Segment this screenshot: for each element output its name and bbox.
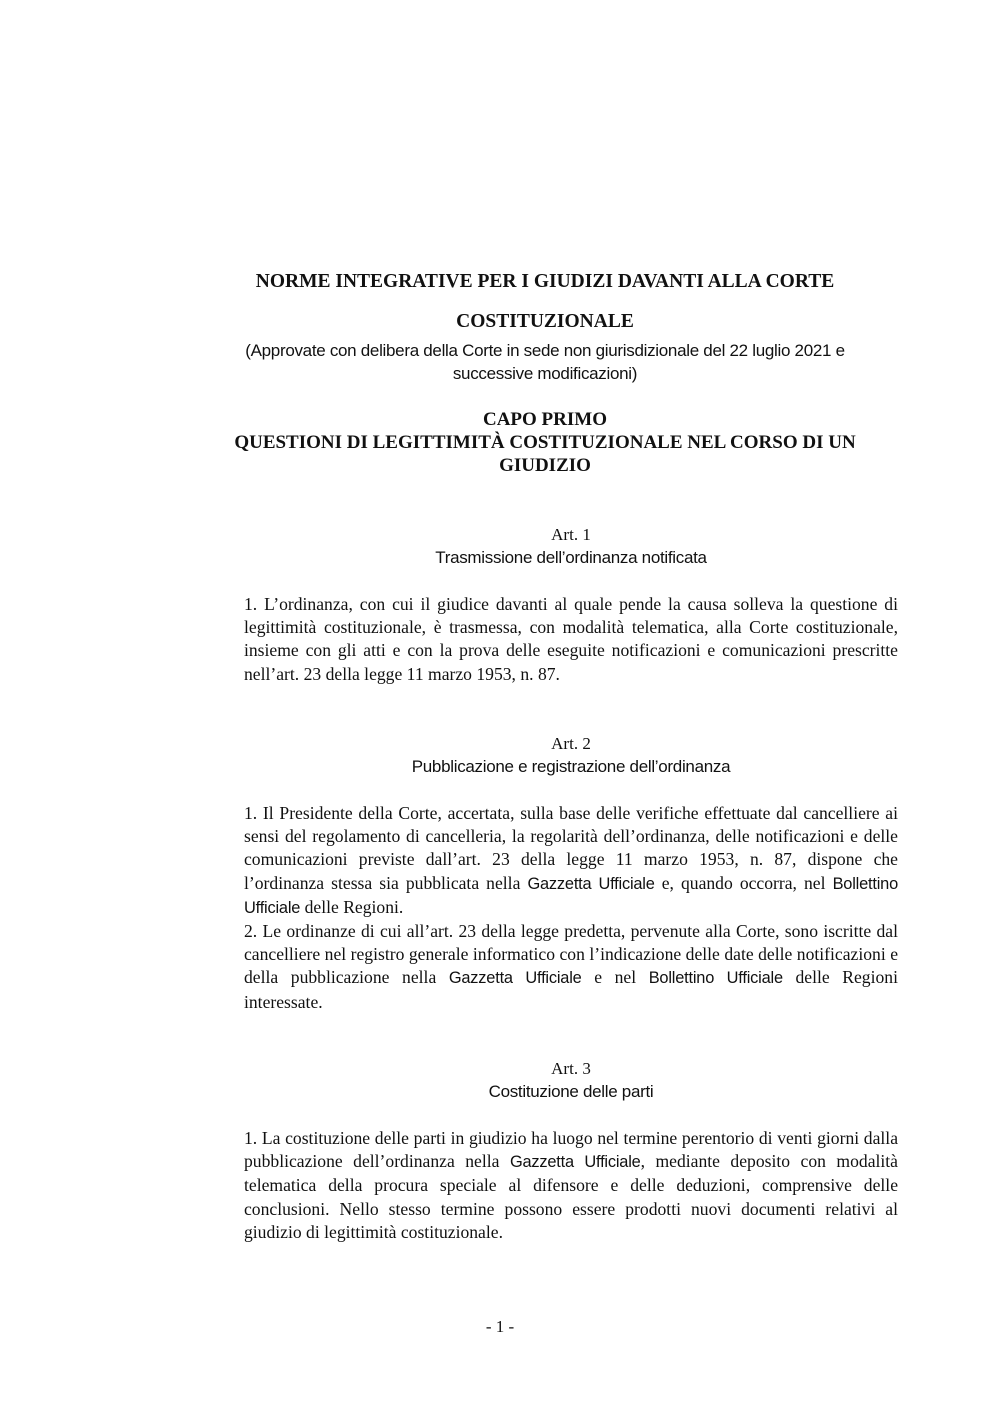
document-subtitle: (Approvate con delibera della Corte in sede non giurisdizionale del 22 luglio 2021 e successive modificazioni) bbox=[245, 341, 845, 383]
article-3-p1-text-a: 1. La costituzione delle parti in giudizio ha luogo nel termine perentorio di venti giorni dalla pubblicazione dell’ordinanza nella bbox=[244, 1128, 898, 1172]
article-2-number: Art. 2 bbox=[551, 734, 591, 753]
article-2-p1-text-c: delle Regioni. bbox=[304, 896, 404, 917]
article-2-p2-text-b: e nel bbox=[594, 967, 637, 988]
article-2-title: Pubblicazione e registrazione dell’ordinanza bbox=[411, 757, 731, 776]
bollettino-ufficiale-ref: Bollettino Ufficiale bbox=[244, 874, 899, 917]
article-3-number: Art. 3 bbox=[551, 1059, 591, 1078]
chapter-label: CAPO PRIMO bbox=[482, 409, 607, 430]
article-3-body bbox=[244, 1127, 898, 1244]
article-1-body bbox=[244, 593, 898, 686]
gazzetta-ufficiale-ref: Gazzetta Ufficiale bbox=[527, 874, 655, 893]
article-1-paragraph-1: 1. L’ordinanza, con cui il giudice davanti al quale pende la causa solleva la questione di legittimità costituzionale, è trasmessa, con modalità telematica, alla Corte costituzionale, insieme con gli atti e con la prova delle eseguite notificazioni e comunicazioni prescritte nell’art. 23 della legge 11 marzo 1953, n. 87. bbox=[244, 594, 898, 684]
article-2-p1-text-b: e, quando occorra, nel bbox=[661, 872, 826, 893]
article-1-number: Art. 1 bbox=[551, 525, 591, 544]
chapter-header bbox=[200, 408, 890, 477]
chapter-heading: QUESTIONI DI LEGITTIMITÀ COSTITUZIONALE NEL CORSO DI UN GIUDIZIO bbox=[234, 432, 856, 476]
bollettino-ufficiale-ref: Bollettino Ufficiale bbox=[648, 969, 783, 988]
document-title bbox=[200, 262, 890, 342]
article-2-body bbox=[244, 802, 898, 1014]
page-number: - 1 - bbox=[485, 1317, 515, 1336]
article-2-paragraph-1 bbox=[244, 802, 898, 920]
document-title-line-2: COSTITUZIONALE bbox=[456, 311, 634, 332]
article-1-title: Trasmissione dell’ordinanza notificata bbox=[435, 548, 707, 567]
article-2-p2-text-a: 2. Le ordinanze di cui all’art. 23 della legge predetta, pervenute alla Corte, sono iscritte dal cancelliere nel registro generale informatico con l’indicazione delle date delle notificazioni e della pubblicazione nella bbox=[244, 921, 898, 988]
article-3-title: Costituzione delle parti bbox=[488, 1082, 654, 1101]
document-title-line-1: NORME INTEGRATIVE PER I GIUDIZI DAVANTI ALLA CORTE bbox=[255, 271, 835, 292]
article-2-p1-text-a: 1. Il Presidente della Corte, accertata, sulla base delle verifiche effettuate dal cancelliere ai sensi del regolamento di cancelleria, la regolarità dell’ordinanza, delle notificazioni e delle comunicazioni previste dall’art. 23 della legge 11 marzo 1953, n. 87, dispone che l’ordinanza stessa sia pubblicata nella bbox=[244, 803, 898, 893]
article-2-paragraph-2 bbox=[244, 920, 898, 1014]
gazzetta-ufficiale-ref: Gazzetta Ufficiale bbox=[448, 969, 582, 988]
article-3-paragraph-1 bbox=[244, 1127, 898, 1244]
article-2-p2-text-c: delle Regioni interessate. bbox=[244, 967, 898, 1012]
gazzetta-ufficiale-ref: Gazzetta Ufficiale bbox=[509, 1153, 641, 1172]
article-3-p1-text-b: , mediante deposito con modalità telematica della procura speciale al difensore e delle deduzioni, comprensive delle conclusioni. Nello stesso termine possono essere prodotti nuovi documenti relativi al giudizio di legittimità costituzionale. bbox=[244, 1151, 898, 1242]
